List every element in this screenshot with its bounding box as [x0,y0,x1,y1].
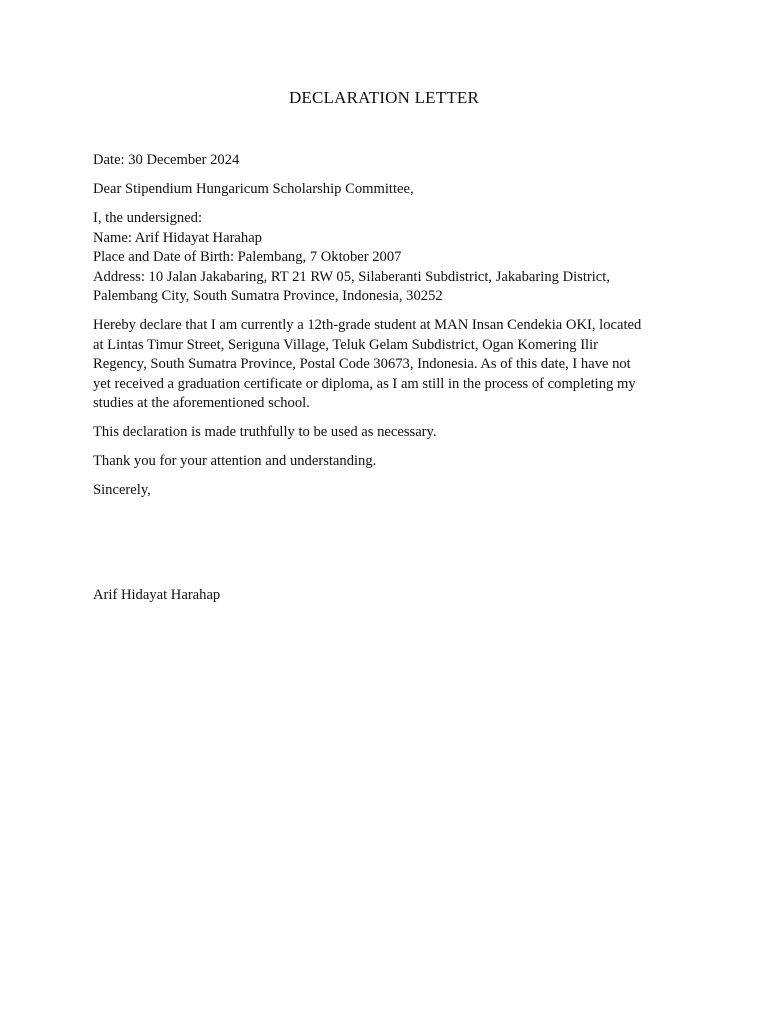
declaration-line-2: at Lintas Timur Street, Seriguna Village, Teluk Gelam Subdistrict, Ogan Komering Ilir [93,336,599,353]
identity-intro: I, the undersigned: [93,210,203,226]
truthful-statement: This declaration is made truthfully to be used as necessary. [93,424,437,440]
birth-line: Place and Date of Birth: Palembang, 7 Oktober 2007 [93,249,402,265]
letter-title: DECLARATION LETTER [288,88,480,107]
identity-block [93,209,693,307]
closing-line: Sincerely, [93,482,151,498]
declaration-paragraph [93,316,693,414]
letter-body [93,151,693,510]
declaration-line-1: Hereby declare that I am currently a 12th-grade student at MAN Insan Cendekia OKI, located [93,317,642,333]
name-line: Name: Arif Hidayat Harahap [93,229,262,246]
declaration-line-5: studies at the aforementioned school. [93,395,310,411]
declaration-line-3: Regency, South Sumatra Province, Postal Code 30673, Indonesia. As of this date, I have not [93,356,631,372]
signatory-name: Arif Hidayat Harahap [93,587,221,603]
thanks-line: Thank you for your attention and understanding. [93,453,377,469]
address-line-1: Address: 10 Jalan Jakabaring, RT 21 RW 05, Silaberanti Subdistrict, Jakabaring District, [93,268,610,285]
address-line-2: Palembang City, South Sumatra Province, Indonesia, 30252 [93,288,443,304]
date-line: Date: 30 December 2024 [93,152,240,168]
salutation: Dear Stipendium Hungaricum Scholarship Committee, [93,181,414,197]
declaration-line-4: yet received a graduation certificate or diploma, as I am still in the process of completing my [93,375,636,392]
